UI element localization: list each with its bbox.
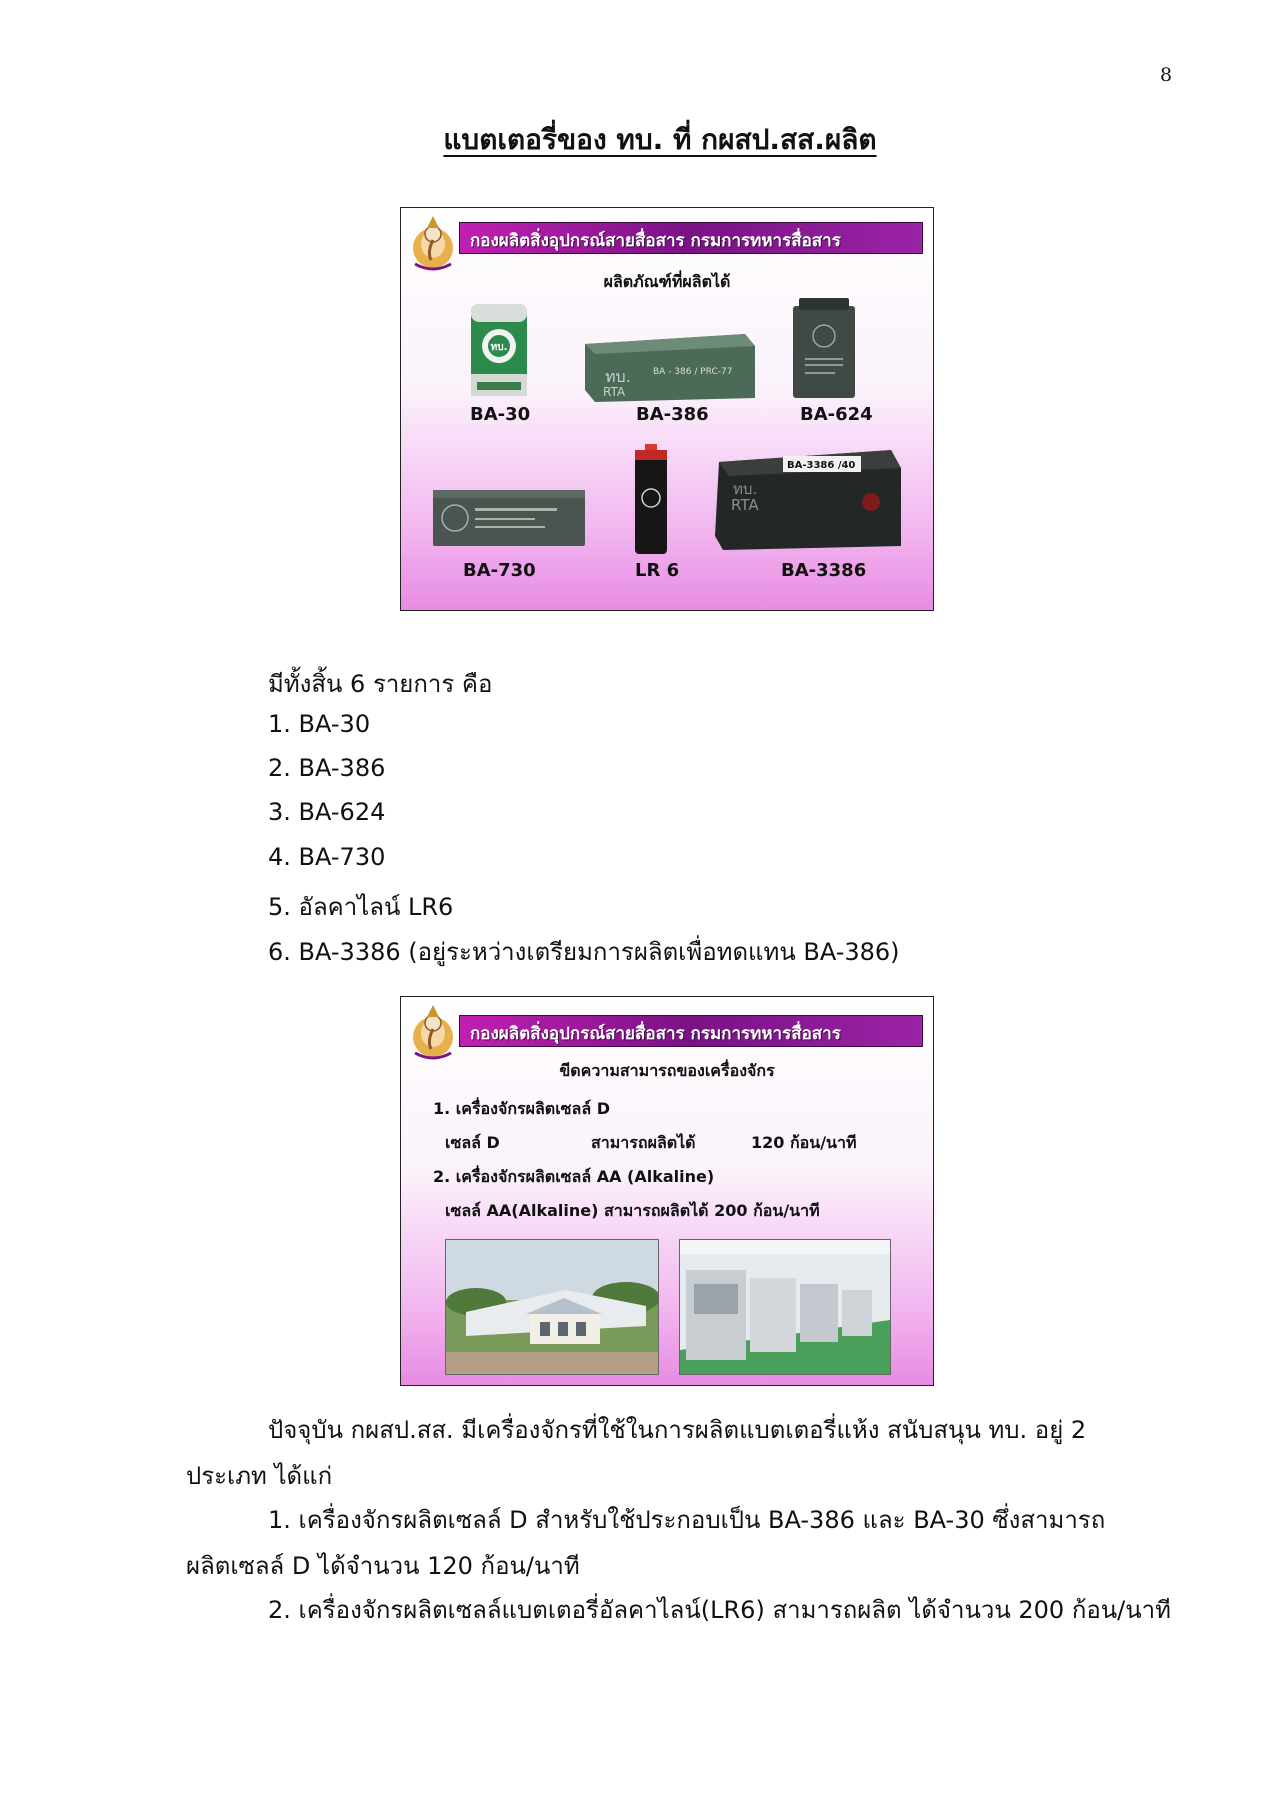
paragraph-line: ผลิตเซลล์ D ได้จำนวน 120 ก้อน/นาที [186,1552,580,1580]
slide-banner-text: กองผลิตสิ่งอุปกรณ์สายสื่อสาร กรมการทหารสื่อสาร [470,1024,841,1044]
lr6-battery-image [631,442,671,556]
capacity-slide [400,996,934,1386]
products-slide [400,207,934,611]
capacity-detail: เซลล์ AA(Alkaline) สามารถผลิตได้ 200 ก้อน/นาที [445,1201,820,1220]
page-number: 8 [1160,64,1173,86]
slide-subtitle: ผลิตภัณฑ์ที่ผลิตได้ [603,272,731,291]
list-item: 3. BA-624 [268,798,386,826]
list-item: 4. BA-730 [268,843,386,871]
list-item: 1. BA-30 [268,710,371,738]
ba-30-mark: ทบ. [490,342,508,353]
product-label: BA-624 [800,404,873,425]
list-item: 5. อัลคาไลน์ LR6 [268,893,454,921]
capacity-item-title: 2. เครื่องจักรผลิตเซลล์ AA (Alkaline) [433,1167,715,1186]
ba-386-mark: ทบ. [605,367,631,386]
page-title: แบตเตอรี่ของ ทบ. ที่ กผสป.สส.ผลิต [443,123,877,156]
paragraph-line: 1. เครื่องจักรผลิตเซลล์ D สำหรับใช้ประกอบเป็น BA-386 และ BA-30 ซึ่งสามารถ [268,1506,1106,1534]
product-label: LR 6 [635,560,680,581]
capacity-item-title: 1. เครื่องจักรผลิตเซลล์ D [433,1099,610,1118]
paragraph-line: ปัจจุบัน กผสป.สส. มีเครื่องจักรที่ใช้ในการผลิตแบตเตอรี่แห้ง สนับสนุน ทบ. อยู่ 2 [268,1416,1087,1444]
ba-386-code: BA - 386 / PRC-77 [653,367,733,377]
product-label: BA-730 [463,560,536,581]
product-label: BA-386 [636,404,709,425]
capacity-rate: 120 ก้อน/นาที [751,1133,857,1152]
product-label: BA-3386 [781,560,867,581]
paragraph-line: ประเภท ได้แก่ [186,1462,333,1490]
slide-subtitle: ขีดความสามารถของเครื่องจักร [559,1061,775,1080]
ganesha-emblem-icon [409,214,457,272]
list-intro: มีทั้งสิ้น 6 รายการ คือ [268,670,493,698]
list-item: 2. BA-386 [268,754,386,782]
ba-3386-mark: ทบ. [733,480,758,498]
slide-banner [459,222,923,254]
ba-3386-rta: RTA [731,496,759,514]
ba-730-battery-image [429,486,589,550]
ba-3386-code: BA-3386 /40 [787,460,856,471]
product-label: BA-30 [470,404,531,425]
ba-30-battery-image [469,300,529,402]
ba-386-battery-image [579,328,757,404]
slide-banner-text: กองผลิตสิ่งอุปกรณ์สายสื่อสาร กรมการทหารสื่อสาร [470,231,841,251]
factory-building-photo [445,1239,659,1375]
paragraph-line: 2. เครื่องจักรผลิตเซลล์แบตเตอรี่อัลคาไลน์(LR6) สามารถผลิต ได้จำนวน 200 ก้อน/นาที [268,1596,1171,1624]
capacity-cell-name: เซลล์ D [445,1133,500,1152]
factory-machinery-photo [679,1239,891,1375]
ba-3386-battery-image [711,440,905,554]
ba-624-battery-image [789,296,859,400]
ganesha-emblem-icon [409,1003,457,1061]
ba-386-rta: RTA [603,385,626,399]
slide-banner [459,1015,923,1047]
list-item: 6. BA-3386 (อยู่ระหว่างเตรียมการผลิตเพื่อทดแทน BA-386) [268,938,900,966]
capacity-can-produce: สามารถผลิตได้ [591,1133,696,1152]
